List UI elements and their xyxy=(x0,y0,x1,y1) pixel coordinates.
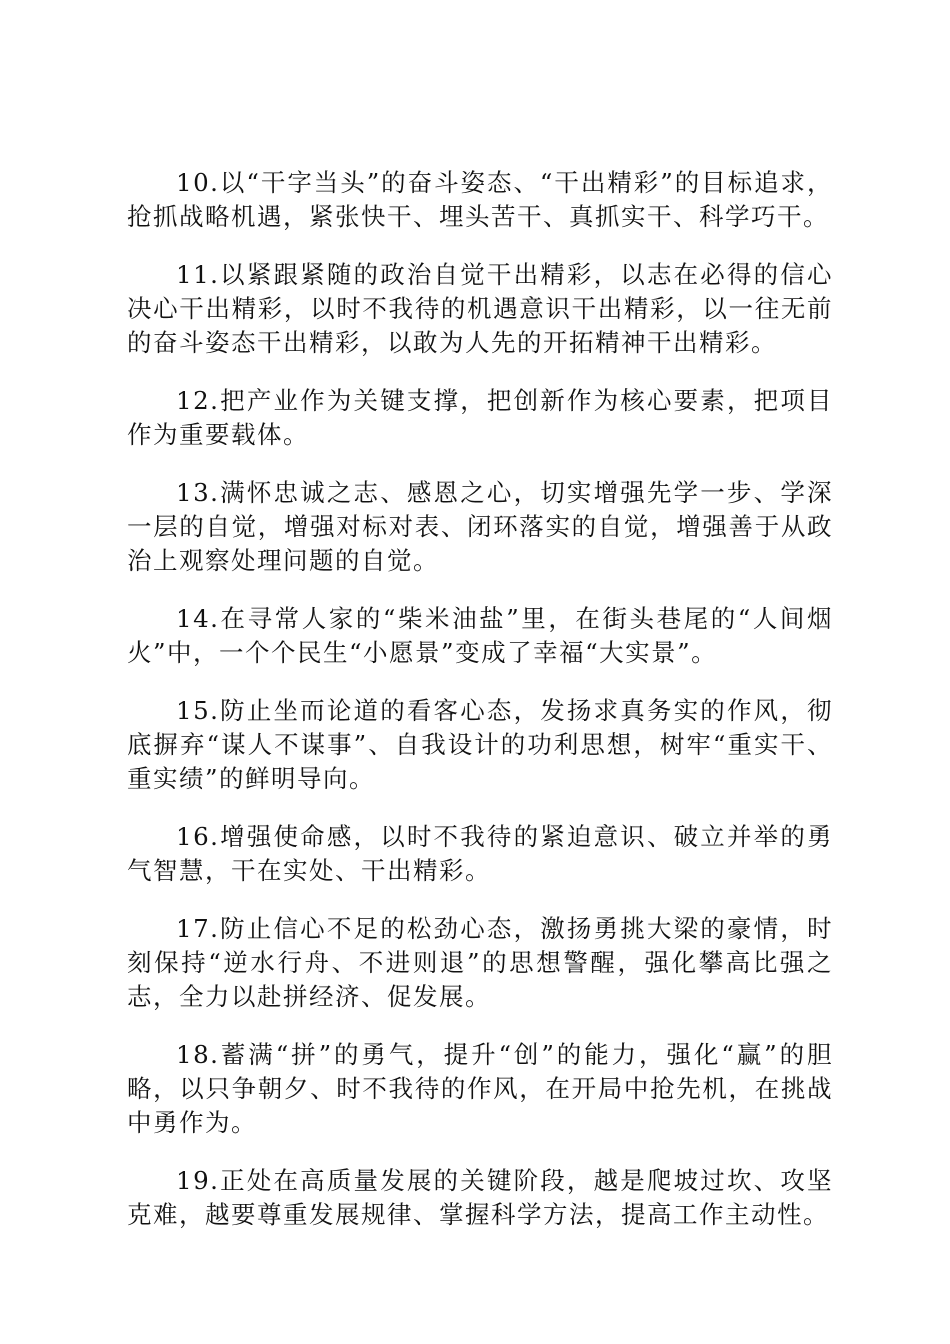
paragraph-12: 12.把产业作为关键支撑，把创新作为核心要素，把项目作为重要载体。 xyxy=(127,386,833,449)
paragraph-11: 11.以紧跟紧随的政治自觉干出精彩，以志在必得的信心决心干出精彩，以时不我待的机遇意识干出精彩，以一往无前的奋斗姿态干出精彩，以敢为人先的开拓精神干出精彩。 xyxy=(127,260,833,357)
paragraph-14: 14.在寻常人家的“柴米油盐”里，在街头巷尾的“人间烟火”中，一个个民生“小愿景”变成了幸福“大实景”。 xyxy=(127,604,833,667)
paragraph-15: 15.防止坐而论道的看客心态，发扬求真务实的作风，彻底摒弃“谋人不谋事”、自我设计的功利思想，树牢“重实干、重实绩”的鲜明导向。 xyxy=(127,696,833,793)
paragraph-18: 18.蓄满“拼”的勇气，提升“创”的能力，强化“赢”的胆略，以只争朝夕、时不我待的作风，在开局中抢先机，在挑战中勇作为。 xyxy=(127,1040,833,1137)
paragraph-17: 17.防止信心不足的松劲心态，激扬勇挑大梁的豪情，时刻保持“逆水行舟、不进则退”的思想警醒，强化攀高比强之志，全力以赴拼经济、促发展。 xyxy=(127,914,833,1011)
paragraph-16: 16.增强使命感，以时不我待的紧迫意识、破立并举的勇气智慧，干在实处、干出精彩。 xyxy=(127,822,833,885)
document-body xyxy=(127,166,833,1256)
paragraph-13: 13.满怀忠诚之志、感恩之心，切实增强先学一步、学深一层的自觉，增强对标对表、闭环落实的自觉，增强善于从政治上观察处理问题的自觉。 xyxy=(127,478,833,575)
paragraph-19: 19.正处在高质量发展的关键阶段，越是爬坡过坎、攻坚克难，越要尊重发展规律、掌握科学方法，提高工作主动性。 xyxy=(127,1166,833,1229)
paragraph-10: 10.以“干字当头”的奋斗姿态、“干出精彩”的目标追求，抢抓战略机遇，紧张快干、埋头苦干、真抓实干、科学巧干。 xyxy=(127,168,833,231)
